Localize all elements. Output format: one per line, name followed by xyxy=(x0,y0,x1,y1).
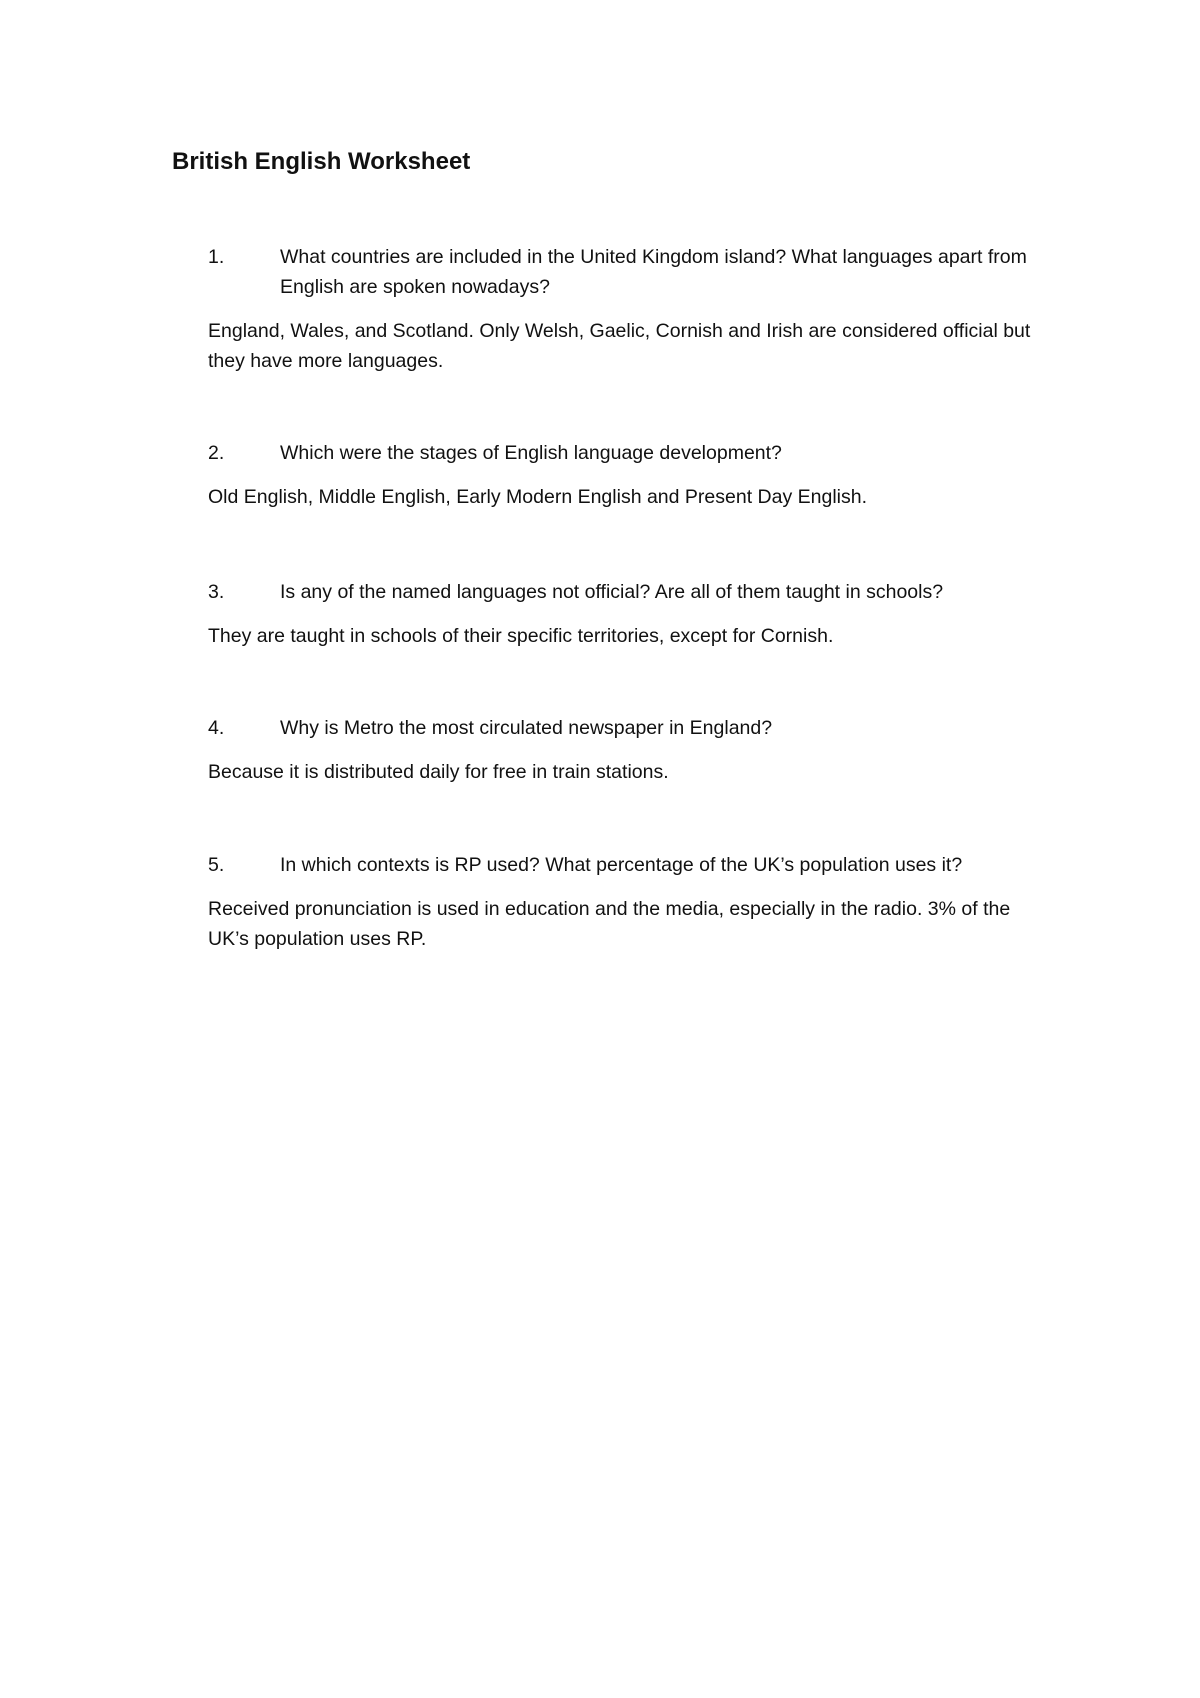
qa-item-4 xyxy=(208,713,1038,787)
question xyxy=(208,713,1038,743)
answer-text: They are taught in schools of their specific territories, except for Cornish. xyxy=(208,625,834,647)
question-text: Which were the stages of English language development? xyxy=(280,442,782,464)
question-number: 3. xyxy=(208,581,225,603)
question-text: What countries are included in the United Kingdom island? What languages apart from English are spoken nowadays? xyxy=(280,246,1027,298)
question-number: 2. xyxy=(208,442,225,464)
question xyxy=(208,438,1038,468)
qa-item-5 xyxy=(208,850,1038,954)
answer-text: Received pronunciation is used in education and the media, especially in the radio. 3% of the UK’s population uses RP. xyxy=(208,898,1011,950)
question-number: 1. xyxy=(208,246,225,268)
qa-item-2 xyxy=(208,438,1038,512)
qa-item-1 xyxy=(208,242,1038,376)
question-text: In which contexts is RP used? What percentage of the UK’s population uses it? xyxy=(280,854,963,876)
answer-text: England, Wales, and Scotland. Only Welsh, Gaelic, Cornish and Irish are considered official but they have more languages. xyxy=(208,320,1031,372)
answer-text: Old English, Middle English, Early Modern English and Present Day English. xyxy=(208,486,868,508)
question-number: 4. xyxy=(208,717,225,739)
page-title: British English Worksheet xyxy=(172,148,471,175)
question-number: 5. xyxy=(208,854,225,876)
question-text: Why is Metro the most circulated newspaper in England? xyxy=(280,717,773,739)
question xyxy=(208,577,1038,607)
question-text: Is any of the named languages not official? Are all of them taught in schools? xyxy=(280,581,944,603)
question xyxy=(208,850,1038,880)
question xyxy=(208,242,1038,302)
qa-item-3 xyxy=(208,577,1038,651)
answer-text: Because it is distributed daily for free in train stations. xyxy=(208,761,669,783)
